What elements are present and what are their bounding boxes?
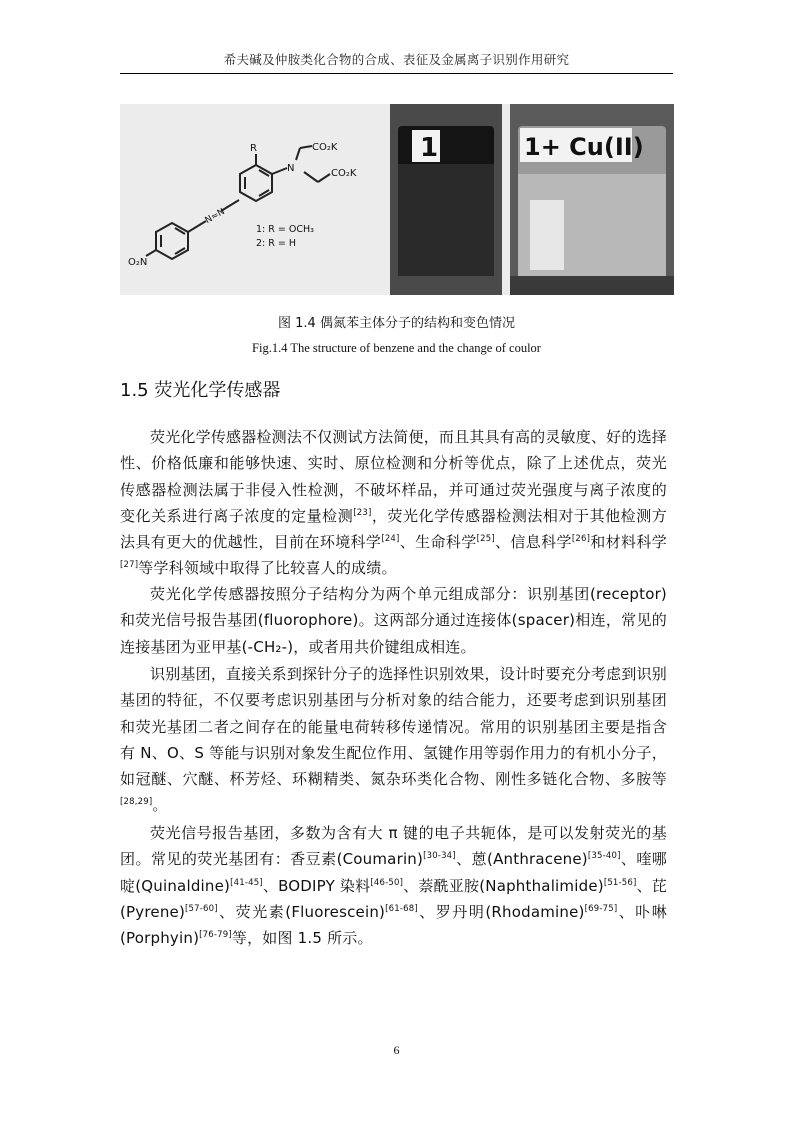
co2k-right-label: CO₂K xyxy=(331,168,357,179)
paragraph-text: 荧光信号报告基团，多数为含有大 π 键的电子共轭体，是可以发射荧光的基团。常见的荧光基团有：香豆素(Coumarin) xyxy=(120,824,667,869)
citation-ref: [46-50] xyxy=(370,877,404,888)
paragraph-text: 等学科领域中取得了比较喜人的成绩。 xyxy=(138,559,397,578)
page-number: 6 xyxy=(393,1043,400,1057)
citation-ref: [27] xyxy=(120,560,139,571)
citation-ref: [41-45] xyxy=(230,877,263,888)
citation-ref: [57-60] xyxy=(185,903,218,914)
paragraph-text: 。 xyxy=(152,796,168,815)
paragraph-text: 、生命科学 xyxy=(399,533,477,552)
paragraph-text: 、芘(Pyrene) xyxy=(120,876,667,921)
paragraph-text: ，荧光化学传感器检测法相对于其他检测方法具有更大的优越性，目前在环境科学 xyxy=(120,506,667,552)
paragraph-4 xyxy=(120,820,667,951)
citation-ref: [76-79] xyxy=(199,930,232,941)
citation-ref: [35-40] xyxy=(587,851,621,862)
azo-label: N≈N xyxy=(203,206,227,227)
r-label: R xyxy=(250,143,257,154)
color-change-photo xyxy=(510,104,674,295)
paragraph-text: 、萘酰亚胺(Naphthalimide) xyxy=(403,876,604,895)
paragraph-1 xyxy=(120,424,667,582)
vial-1-label: 1 xyxy=(420,133,439,163)
citation-ref: [24] xyxy=(381,534,400,545)
paragraph-text: 、卟啉(Porphyin) xyxy=(120,902,667,948)
paragraph-text: 、荧光素(Fluorescein) xyxy=(217,902,386,921)
figure-caption-english: Fig.1.4 The structure of benzene and the change of coulor xyxy=(252,341,541,355)
vial-2-label: 1+ Cu(II) xyxy=(524,133,644,161)
paragraph-text: 荧光化学传感器按照分子结构分为两个单元组成部分：识别基团(receptor)和荧光信号报告基团(fluorophore)。这两部分通过连接体(spacer)相连，常见的连接基团为亚甲基(-CH₂-)，或者用共价键组成相连。 xyxy=(120,585,667,656)
paragraph-3 xyxy=(120,661,667,819)
running-header: 希夫碱及仲胺类化合物的合成、表征及金属离子识别作用研究 xyxy=(223,52,570,67)
paragraph-text: 荧光化学传感器检测法不仅测试方法简便，而且其具有高的灵敏度、好的选择性、价格低廉和能够快速、实时、原位检测和分析等优点，除了上述优点，荧光传感器检测法属于非侵入性检测，不破坏样品，并可通过荧光强度与离子浓度的变化关系进行离子浓度的定量检测 xyxy=(120,428,667,525)
citation-ref: [25] xyxy=(476,534,495,545)
citation-ref: [61-68] xyxy=(385,903,418,914)
paragraph-text: 识别基团，直接关系到探针分子的选择性识别效果，设计时要充分考虑到识别基团的特征，不仅要考虑识别基团与分析对象的结合能力，还要考虑到识别基团和荧光基团二者之间存在的能量电荷转移传递情况。常用的识别基团主要是指含有 N、O、S 等能与识别对象发生配位作用、氢键作用等弱作用力的有机小分子，如冠醚、穴醚、杯芳烃、环糊精类、氮杂环类化合物、刚性多链化合物、多胺等 xyxy=(120,665,667,789)
citation-ref: [30-34] xyxy=(423,851,456,862)
paragraph-text: 、信息科学 xyxy=(494,533,572,552)
citation-ref: [28,29] xyxy=(120,797,153,808)
paragraph-text: 和材料科学 xyxy=(590,533,667,552)
citation-ref: [23] xyxy=(353,507,372,518)
amine-n-label: N xyxy=(287,163,295,174)
paragraph-text: 、罗丹明(Rhodamine) xyxy=(417,902,585,921)
citation-ref: [26] xyxy=(571,534,591,545)
paragraph-text: 、蒽(Anthracene) xyxy=(455,850,588,869)
citation-ref: [69-75] xyxy=(584,903,618,914)
paragraph-2 xyxy=(120,581,667,660)
section-heading: 1.5 荧光化学传感器 xyxy=(120,380,281,401)
co2k-top-label: CO₂K xyxy=(312,142,338,153)
compound-1-legend: 1: R = OCH₃ xyxy=(256,224,314,235)
azobenzene-structure-diagram xyxy=(120,104,502,295)
paragraph-text: 、BODIPY 染料 xyxy=(262,876,371,895)
compound-2-legend: 2: R = H xyxy=(256,238,297,249)
figure-caption-chinese: 图 1.4 偶氮苯主体分子的结构和变色情况 xyxy=(278,316,515,331)
nitro-label: O₂N xyxy=(128,257,148,268)
citation-ref: [51-56] xyxy=(603,877,637,888)
header-rule xyxy=(120,73,673,74)
paragraph-text: 等，如图 1.5 所示。 xyxy=(231,929,373,948)
paragraph-text: 、喹哪啶(Quinaldine) xyxy=(120,850,668,895)
figure-1-4 xyxy=(120,104,674,295)
